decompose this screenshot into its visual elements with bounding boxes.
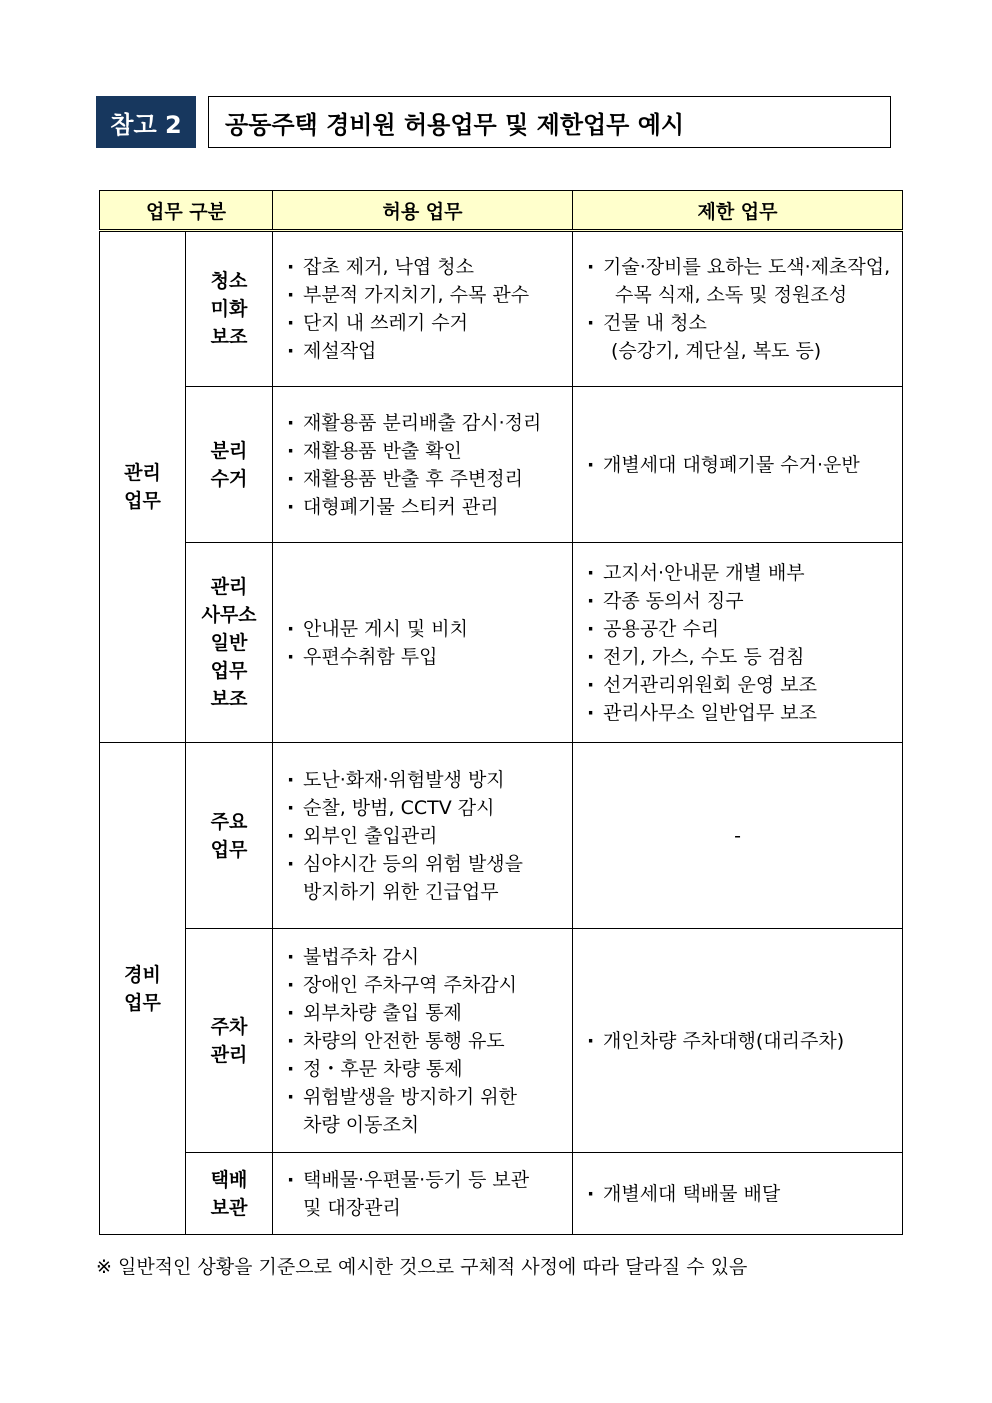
table-row — [100, 929, 903, 1153]
list-item: · 단지 내 쓰레기 수거 — [285, 309, 564, 337]
list-item: · 개별세대 대형폐기물 수거·운반 — [585, 451, 894, 479]
allowed-cell — [273, 743, 573, 929]
table-header-row — [100, 191, 903, 231]
list-item: · 우편수취함 투입 — [285, 643, 564, 671]
restricted-cell — [573, 1153, 903, 1235]
list-item: · 대형폐기물 스티커 관리 — [285, 493, 564, 521]
table-row — [100, 743, 903, 929]
category-management: 관리 업무 — [100, 231, 186, 743]
list-item: · 장애인 주차구역 주차감시 — [285, 971, 564, 999]
list-item: · 재활용품 분리배출 감시·정리 — [285, 409, 564, 437]
list-item: · 차량의 안전한 통행 유도 — [285, 1027, 564, 1055]
restricted-cell — [573, 543, 903, 743]
restricted-cell — [573, 929, 903, 1153]
list-item: · 각종 동의서 징구 — [585, 587, 894, 615]
duties-table — [99, 190, 903, 1235]
list-item: · 외부차량 출입 통제 — [285, 999, 564, 1027]
list-item: · 건물 내 청소 — [585, 309, 894, 337]
restricted-cell — [573, 231, 903, 387]
reference-badge: 참고 2 — [96, 96, 196, 148]
page-title: 공동주택 경비원 허용업무 및 제한업무 예시 — [208, 96, 891, 148]
table-row — [100, 543, 903, 743]
list-item: 수목 식재, 소독 및 정원조성 — [615, 284, 848, 306]
allowed-cell — [273, 1153, 573, 1235]
restricted-cell — [573, 387, 903, 543]
list-item: · 재활용품 반출 확인 — [285, 437, 564, 465]
list-item: · 기술·장비를 요하는 도색·제초작업, — [585, 253, 894, 281]
list-item: · 공용공간 수리 — [585, 615, 894, 643]
table-row — [100, 387, 903, 543]
footnote: ※ 일반적인 상황을 기준으로 예시한 것으로 구체적 사정에 따라 달라질 수 있음 — [96, 1256, 748, 1278]
list-item: · 관리사무소 일반업무 보조 — [585, 699, 894, 727]
restricted-cell: - — [573, 743, 903, 929]
list-item: · 전기, 가스, 수도 등 검침 — [585, 643, 894, 671]
list-item: · 부분적 가지치기, 수목 관수 — [285, 281, 564, 309]
list-item: · 개인차량 주차대행(대리주차) — [585, 1027, 894, 1055]
list-item: · 제설작업 — [285, 337, 564, 365]
list-item: · 위험발생을 방지하기 위한 — [285, 1083, 564, 1111]
list-item: · 재활용품 반출 후 주변정리 — [285, 465, 564, 493]
header-category: 업무 구분 — [100, 191, 273, 231]
allowed-cell — [273, 387, 573, 543]
list-item: · 정・후문 차량 통제 — [285, 1055, 564, 1083]
list-item: (승강기, 계단실, 복도 등) — [611, 340, 822, 362]
list-item: · 도난·화재·위험발생 방지 — [285, 766, 564, 794]
table-row — [100, 1153, 903, 1235]
list-item: · 택배물·우편물·등기 등 보관 — [285, 1166, 564, 1194]
allowed-cell — [273, 543, 573, 743]
list-item: 차량 이동조치 — [303, 1113, 420, 1136]
allowed-cell — [273, 929, 573, 1153]
sub-main-duties: 주요 업무 — [186, 743, 273, 929]
header-allowed: 허용 업무 — [273, 191, 573, 231]
list-item: · 안내문 게시 및 비치 — [285, 615, 564, 643]
list-item: 및 대장관리 — [303, 1196, 401, 1219]
list-item: · 잡초 제거, 낙엽 청소 — [285, 253, 564, 281]
table-row — [100, 231, 903, 387]
list-item: · 불법주차 감시 — [285, 943, 564, 971]
list-item: · 선거관리위원회 운영 보조 — [585, 671, 894, 699]
sub-office-support: 관리 사무소 일반 업무 보조 — [186, 543, 273, 743]
sub-recycling: 분리 수거 — [186, 387, 273, 543]
list-item: · 외부인 출입관리 — [285, 822, 564, 850]
list-item: · 개별세대 택배물 배달 — [585, 1180, 894, 1208]
sub-cleaning: 청소 미화 보조 — [186, 231, 273, 387]
sub-parcel: 택배 보관 — [186, 1153, 273, 1235]
allowed-cell — [273, 231, 573, 387]
list-item: · 순찰, 방범, CCTV 감시 — [285, 794, 564, 822]
list-item: · 고지서·안내문 개별 배부 — [585, 559, 894, 587]
header-restricted: 제한 업무 — [573, 191, 903, 231]
category-security: 경비 업무 — [100, 743, 186, 1235]
list-item: 방지하기 위한 긴급업무 — [303, 880, 499, 903]
sub-parking: 주차 관리 — [186, 929, 273, 1153]
list-item: · 심야시간 등의 위험 발생을 — [285, 850, 564, 878]
